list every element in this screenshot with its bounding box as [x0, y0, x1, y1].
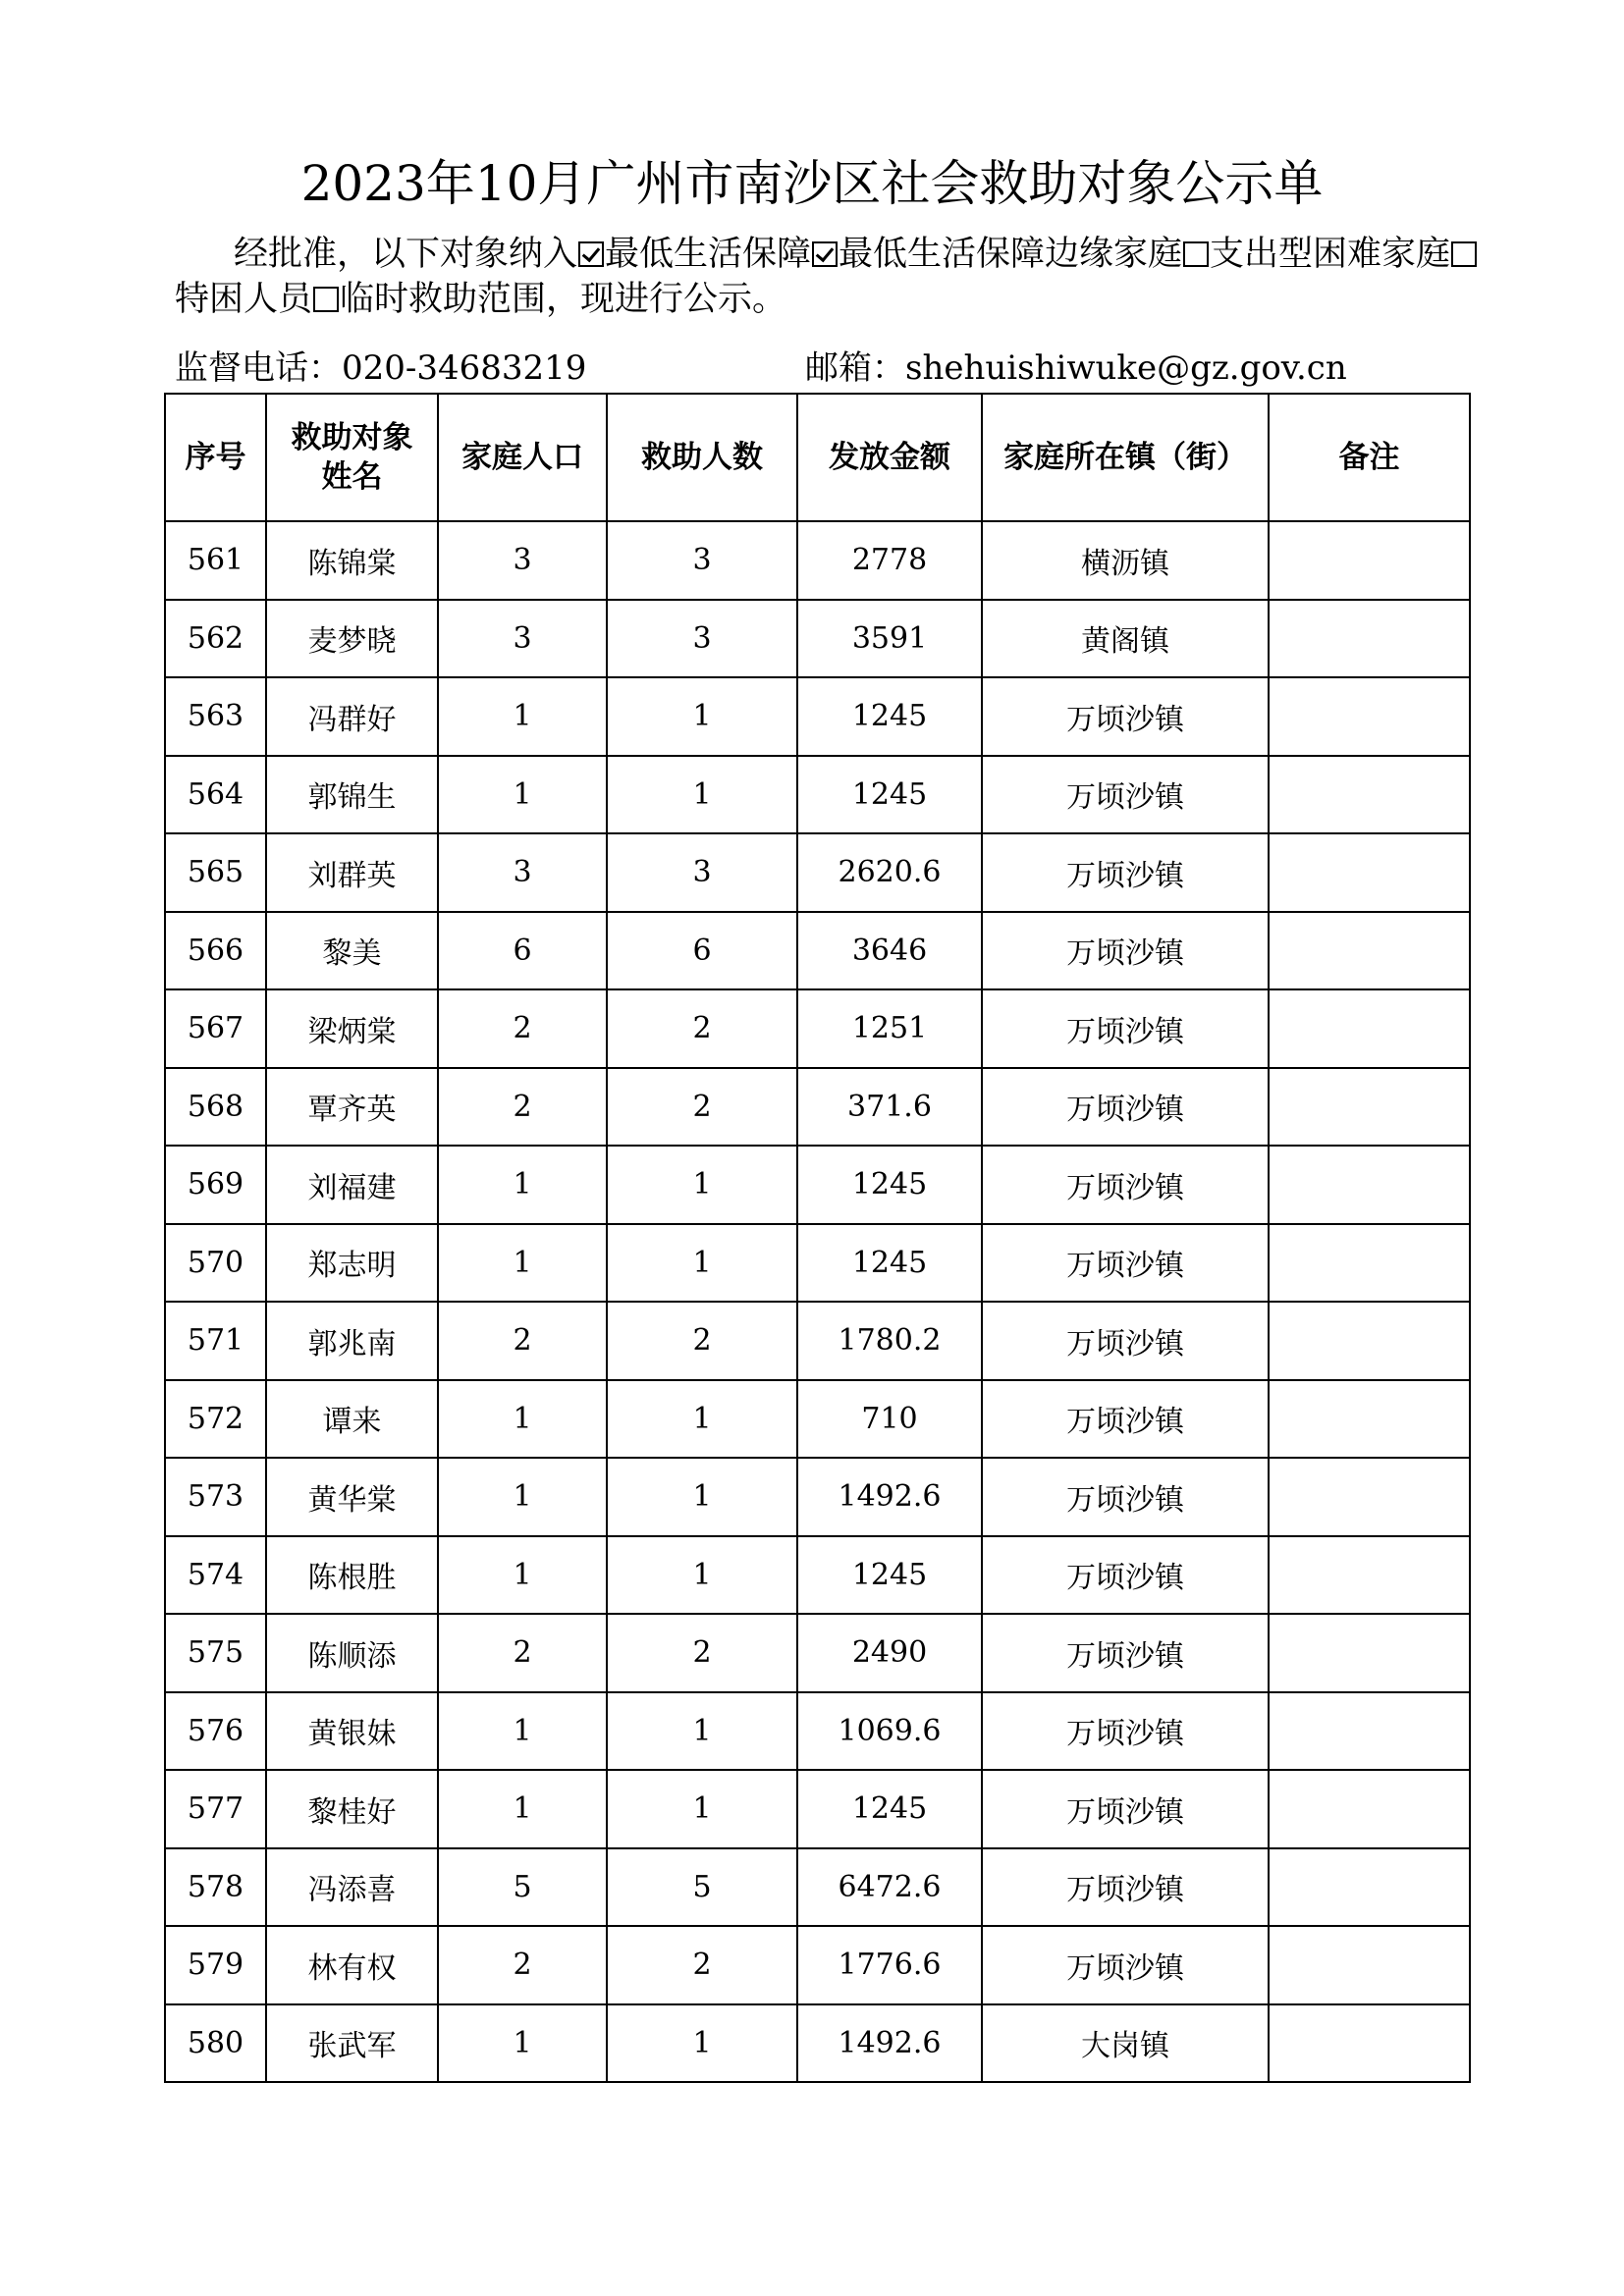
cell-amount: 3591	[797, 600, 982, 678]
cell-name: 冯群好	[266, 677, 438, 756]
intro-suffix: 范围，现进行公示。	[477, 280, 787, 319]
cell-name: 黄银妹	[266, 1692, 438, 1771]
cell-amount: 3646	[797, 912, 982, 990]
cell-serial: 570	[165, 1224, 266, 1303]
cell-household-size: 6	[438, 912, 607, 990]
cell-aided-count: 3	[607, 833, 797, 912]
cell-aided-count: 2	[607, 1614, 797, 1692]
cell-remarks	[1269, 677, 1470, 756]
cell-town: 横沥镇	[982, 521, 1269, 600]
cell-remarks	[1269, 521, 1470, 600]
table-row	[165, 1380, 1470, 1459]
cell-household-size: 1	[438, 2004, 607, 2083]
cell-remarks	[1269, 1302, 1470, 1380]
option-label: 特困人员	[175, 280, 313, 319]
table-row	[165, 600, 1470, 678]
cell-household-size: 1	[438, 1146, 607, 1224]
cell-town: 万顷沙镇	[982, 756, 1269, 834]
cell-town: 万顷沙镇	[982, 1692, 1269, 1771]
intro-paragraph	[175, 232, 1481, 322]
cell-serial: 571	[165, 1302, 266, 1380]
cell-name: 郑志明	[266, 1224, 438, 1303]
table-row	[165, 1224, 1470, 1303]
option-label: 临时救助	[340, 280, 478, 319]
cell-household-size: 2	[438, 1068, 607, 1147]
table-row	[165, 912, 1470, 990]
cell-amount: 1245	[797, 1224, 982, 1303]
cell-household-size: 3	[438, 521, 607, 600]
page-title: 2023年10月广州市南沙区社会救助对象公示单	[300, 155, 1324, 212]
cell-remarks	[1269, 600, 1470, 678]
contact-email: 邮箱：shehuishiwuke@gz.gov.cn	[805, 348, 1347, 388]
cell-name: 郭兆南	[266, 1302, 438, 1380]
cell-remarks	[1269, 1536, 1470, 1615]
cell-household-size: 1	[438, 1770, 607, 1848]
cell-aided-count: 2	[607, 1302, 797, 1380]
cell-amount: 371.6	[797, 1068, 982, 1147]
cell-amount: 1245	[797, 1770, 982, 1848]
cell-remarks	[1269, 1146, 1470, 1224]
cell-household-size: 1	[438, 1458, 607, 1536]
cell-name: 郭锦生	[266, 756, 438, 834]
cell-amount: 1245	[797, 1536, 982, 1615]
cell-household-size: 5	[438, 1848, 607, 1927]
cell-aided-count: 3	[607, 521, 797, 600]
header-serial: 序号	[165, 394, 266, 521]
cell-serial: 561	[165, 521, 266, 600]
cell-town: 万顷沙镇	[982, 1458, 1269, 1536]
header-name: 救助对象姓名	[266, 394, 438, 521]
cell-name: 刘群英	[266, 833, 438, 912]
cell-aided-count: 1	[607, 1692, 797, 1771]
cell-remarks	[1269, 1770, 1470, 1848]
cell-household-size: 3	[438, 600, 607, 678]
option-label: 最低生活保障	[605, 235, 812, 274]
cell-remarks	[1269, 1068, 1470, 1147]
table-row	[165, 521, 1470, 600]
cell-remarks	[1269, 1224, 1470, 1303]
option-label: 支出型困难家庭	[1210, 235, 1451, 274]
cell-serial: 566	[165, 912, 266, 990]
cell-household-size: 3	[438, 833, 607, 912]
cell-name: 覃齐英	[266, 1068, 438, 1147]
cell-amount: 1492.6	[797, 2004, 982, 2083]
table-row	[165, 756, 1470, 834]
cell-serial: 569	[165, 1146, 266, 1224]
cell-aided-count: 3	[607, 600, 797, 678]
cell-serial: 567	[165, 989, 266, 1068]
cell-remarks	[1269, 2004, 1470, 2083]
cell-town: 黄阁镇	[982, 600, 1269, 678]
cell-name: 黎美	[266, 912, 438, 990]
cell-town: 万顷沙镇	[982, 677, 1269, 756]
cell-name: 刘福建	[266, 1146, 438, 1224]
cell-name: 梁炳棠	[266, 989, 438, 1068]
cell-household-size: 1	[438, 1692, 607, 1771]
cell-town: 万顷沙镇	[982, 833, 1269, 912]
cell-aided-count: 1	[607, 677, 797, 756]
option-label: 最低生活保障边缘家庭	[839, 235, 1183, 274]
table-row	[165, 677, 1470, 756]
table-row	[165, 1146, 1470, 1224]
cell-remarks	[1269, 756, 1470, 834]
header-aided-count: 救助人数	[607, 394, 797, 521]
cell-town: 万顷沙镇	[982, 1068, 1269, 1147]
cell-serial: 576	[165, 1692, 266, 1771]
cell-household-size: 2	[438, 1926, 607, 2004]
cell-town: 万顷沙镇	[982, 912, 1269, 990]
checkbox-icon	[812, 241, 838, 267]
cell-serial: 572	[165, 1380, 266, 1459]
cell-town: 万顷沙镇	[982, 1224, 1269, 1303]
cell-serial: 565	[165, 833, 266, 912]
cell-amount: 2490	[797, 1614, 982, 1692]
cell-household-size: 1	[438, 1536, 607, 1615]
cell-name: 谭来	[266, 1380, 438, 1459]
cell-remarks	[1269, 833, 1470, 912]
cell-aided-count: 1	[607, 1536, 797, 1615]
cell-town: 万顷沙镇	[982, 1302, 1269, 1380]
cell-name: 林有权	[266, 1926, 438, 2004]
cell-name: 张武军	[266, 2004, 438, 2083]
cell-amount: 710	[797, 1380, 982, 1459]
cell-serial: 577	[165, 1770, 266, 1848]
cell-amount: 1245	[797, 677, 982, 756]
cell-town: 万顷沙镇	[982, 1926, 1269, 2004]
cell-serial: 564	[165, 756, 266, 834]
table-row	[165, 989, 1470, 1068]
cell-household-size: 2	[438, 1302, 607, 1380]
header-amount: 发放金额	[797, 394, 982, 521]
cell-household-size: 1	[438, 756, 607, 834]
checkbox-icon	[313, 287, 339, 312]
cell-name: 黄华棠	[266, 1458, 438, 1536]
cell-serial: 562	[165, 600, 266, 678]
cell-remarks	[1269, 989, 1470, 1068]
table-header-row	[165, 394, 1470, 521]
cell-aided-count: 1	[607, 2004, 797, 2083]
header-town: 家庭所在镇（街）	[982, 394, 1269, 521]
cell-remarks	[1269, 1848, 1470, 1927]
cell-aided-count: 2	[607, 1068, 797, 1147]
cell-amount: 1245	[797, 1146, 982, 1224]
cell-amount: 1776.6	[797, 1926, 982, 2004]
cell-amount: 6472.6	[797, 1848, 982, 1927]
cell-serial: 580	[165, 2004, 266, 2083]
cell-remarks	[1269, 1380, 1470, 1459]
cell-town: 万顷沙镇	[982, 1770, 1269, 1848]
cell-remarks	[1269, 1458, 1470, 1536]
cell-household-size: 1	[438, 677, 607, 756]
cell-aided-count: 2	[607, 989, 797, 1068]
cell-remarks	[1269, 912, 1470, 990]
cell-aided-count: 2	[607, 1926, 797, 2004]
cell-name: 麦梦晓	[266, 600, 438, 678]
table-row	[165, 1302, 1470, 1380]
cell-amount: 1069.6	[797, 1692, 982, 1771]
cell-remarks	[1269, 1614, 1470, 1692]
cell-serial: 574	[165, 1536, 266, 1615]
cell-aided-count: 1	[607, 756, 797, 834]
cell-town: 万顷沙镇	[982, 1146, 1269, 1224]
header-household-size: 家庭人口	[438, 394, 607, 521]
checkbox-icon	[1183, 241, 1209, 267]
cell-name: 陈根胜	[266, 1536, 438, 1615]
cell-amount: 2778	[797, 521, 982, 600]
table-row	[165, 1692, 1470, 1771]
cell-serial: 578	[165, 1848, 266, 1927]
cell-remarks	[1269, 1926, 1470, 2004]
table-row	[165, 1848, 1470, 1927]
cell-household-size: 1	[438, 1380, 607, 1459]
cell-amount: 2620.6	[797, 833, 982, 912]
cell-aided-count: 1	[607, 1458, 797, 1536]
cell-town: 万顷沙镇	[982, 1848, 1269, 1927]
cell-amount: 1245	[797, 756, 982, 834]
cell-town: 大岗镇	[982, 2004, 1269, 2083]
cell-name: 陈顺添	[266, 1614, 438, 1692]
cell-serial: 573	[165, 1458, 266, 1536]
supervision-phone: 监督电话：020-34683219	[175, 348, 587, 388]
checkbox-icon	[1451, 241, 1477, 267]
cell-aided-count: 5	[607, 1848, 797, 1927]
cell-aided-count: 1	[607, 1224, 797, 1303]
cell-serial: 575	[165, 1614, 266, 1692]
intro-prefix: 经批准，以下对象纳入	[234, 235, 578, 274]
table-row	[165, 1068, 1470, 1147]
cell-aided-count: 1	[607, 1770, 797, 1848]
cell-aided-count: 1	[607, 1146, 797, 1224]
cell-household-size: 1	[438, 1224, 607, 1303]
checkbox-icon	[578, 241, 604, 267]
cell-aided-count: 1	[607, 1380, 797, 1459]
assistance-table	[164, 393, 1471, 2083]
cell-household-size: 2	[438, 989, 607, 1068]
table-row	[165, 1536, 1470, 1615]
table-row	[165, 1458, 1470, 1536]
cell-serial: 568	[165, 1068, 266, 1147]
cell-household-size: 2	[438, 1614, 607, 1692]
cell-amount: 1251	[797, 989, 982, 1068]
cell-town: 万顷沙镇	[982, 989, 1269, 1068]
cell-town: 万顷沙镇	[982, 1614, 1269, 1692]
cell-town: 万顷沙镇	[982, 1536, 1269, 1615]
cell-amount: 1492.6	[797, 1458, 982, 1536]
cell-amount: 1780.2	[797, 1302, 982, 1380]
table-row	[165, 833, 1470, 912]
table-row	[165, 1926, 1470, 2004]
table-row	[165, 1614, 1470, 1692]
cell-name: 冯添喜	[266, 1848, 438, 1927]
cell-town: 万顷沙镇	[982, 1380, 1269, 1459]
cell-serial: 579	[165, 1926, 266, 2004]
table-row	[165, 1770, 1470, 1848]
cell-name: 黎桂好	[266, 1770, 438, 1848]
header-remarks: 备注	[1269, 394, 1470, 521]
cell-remarks	[1269, 1692, 1470, 1771]
cell-serial: 563	[165, 677, 266, 756]
table-row	[165, 2004, 1470, 2083]
cell-name: 陈锦棠	[266, 521, 438, 600]
cell-aided-count: 6	[607, 912, 797, 990]
